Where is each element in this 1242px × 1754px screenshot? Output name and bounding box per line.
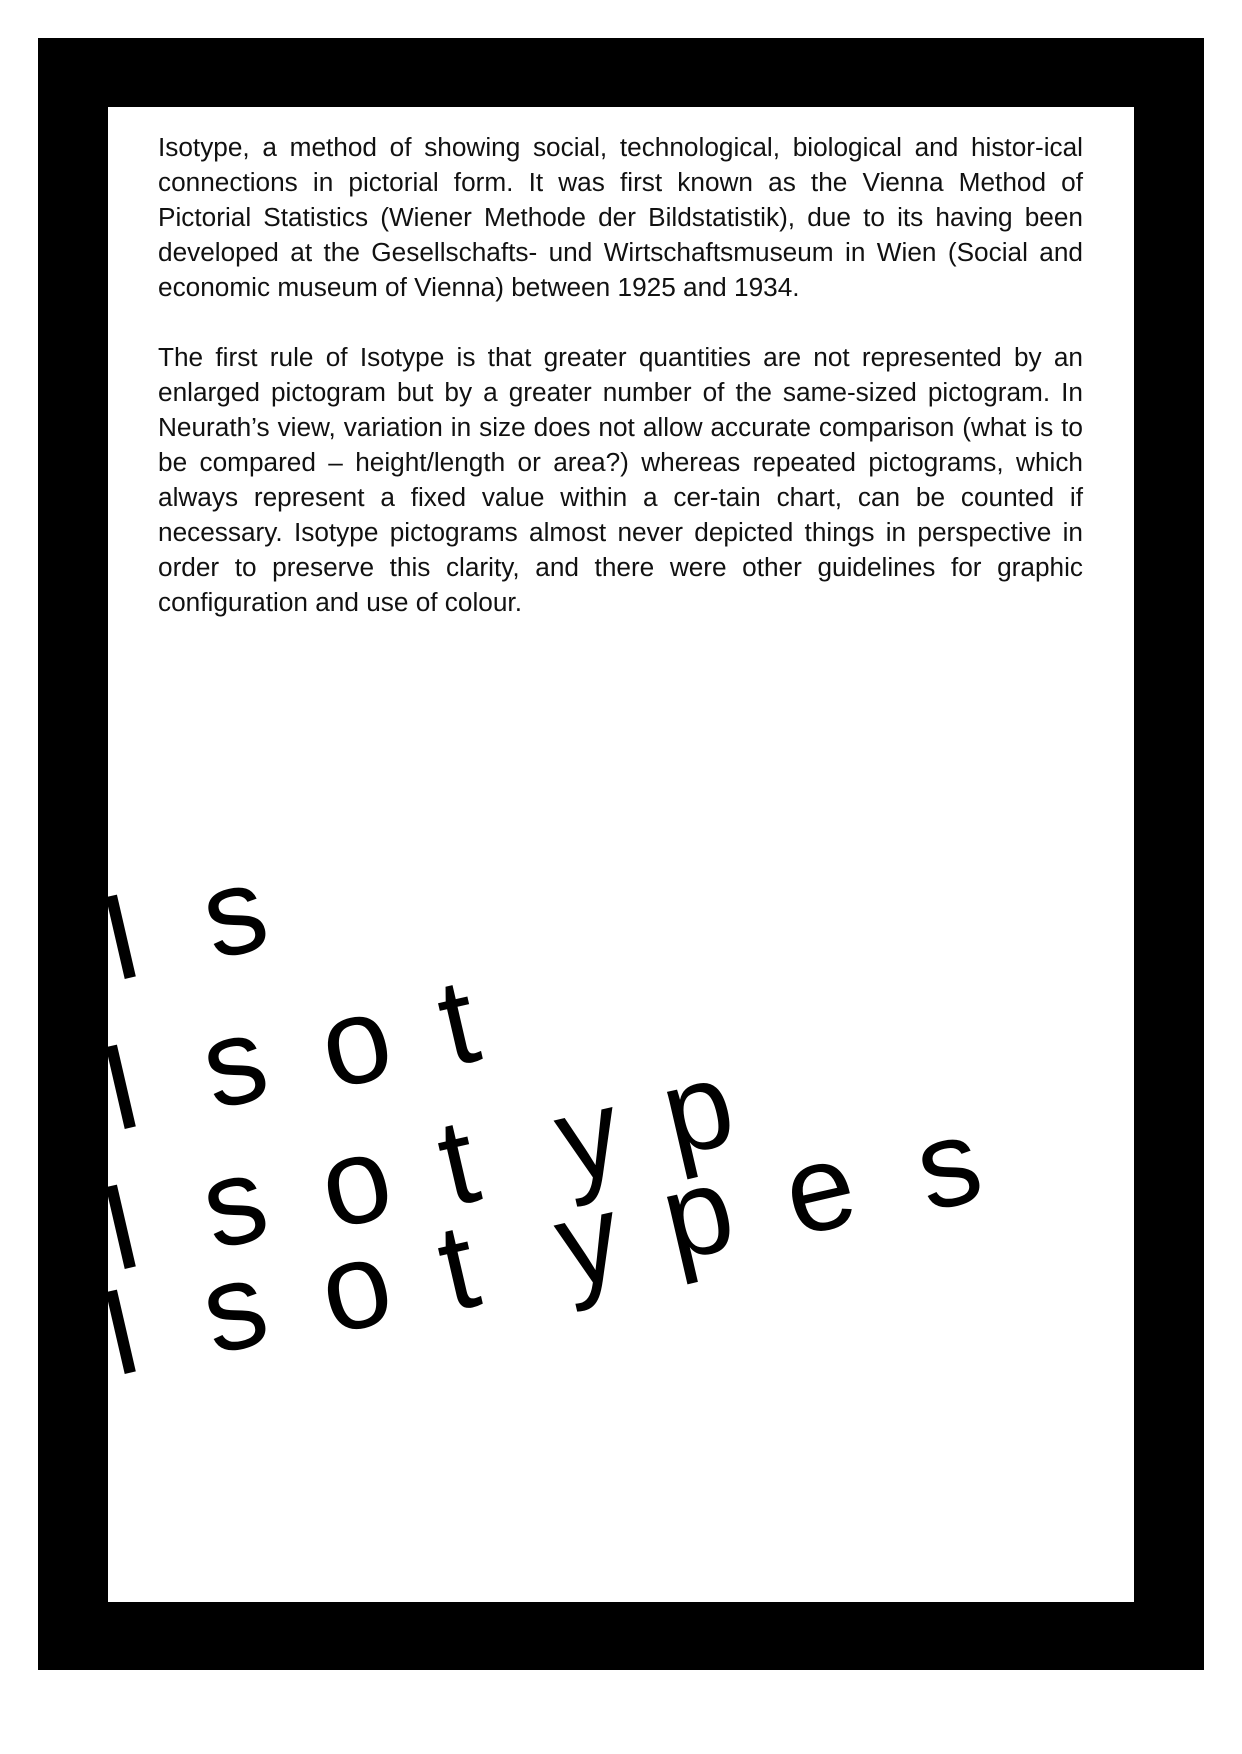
glyph: I <box>88 1156 153 1297</box>
body-text <box>158 130 1083 655</box>
glyph: s <box>902 1090 994 1237</box>
glyph: I <box>88 1016 153 1157</box>
glyph: t <box>425 951 490 1092</box>
glyph: p <box>648 1034 746 1182</box>
paragraph-first-rule: The first rule of Isotype is that greater quantities are not represented by an enlarged pictogram but by a greater number of the same-sized pictogram. In Neurath’s view, variation in size does not allow accurate comparison (what is to be compared – height/length or area?) whereas repeated pictograms, which always represent a fixed value within a cer-tain chart, can be counted if necessary. Isotype pictograms almost never depicted things in perspective in order to preserve this clarity, and there were other guidelines for graphic configuration and use of colour. <box>158 342 1083 617</box>
paragraph-intro: Isotype, a method of showing social, technological, biological and histor-ical connections in pictorial form. It was first known as the Vienna Method of Pictorial Statistics (Wiener Methode der Bildstatistik), due to its having been developed at the Gesellschafts- und Wirtschaftsmuseum in Wien (Social and economic museum of Vienna) between 1925 and 1934. <box>158 132 1083 302</box>
glyph: y <box>542 1062 634 1209</box>
glyph: e <box>770 1114 868 1262</box>
glyph: o <box>306 1107 404 1255</box>
glyph: t <box>425 1091 490 1232</box>
glyph: I <box>88 866 153 1007</box>
glyph: p <box>648 1139 746 1287</box>
glyph: s <box>188 1233 280 1380</box>
glyph: y <box>542 1167 634 1314</box>
glyph: s <box>188 838 280 985</box>
glyph: s <box>188 988 280 1135</box>
glyph: I <box>88 1261 153 1402</box>
glyph: o <box>306 1212 404 1360</box>
glyph: o <box>306 967 404 1115</box>
glyph: s <box>188 1128 280 1275</box>
glyph: t <box>425 1196 490 1337</box>
